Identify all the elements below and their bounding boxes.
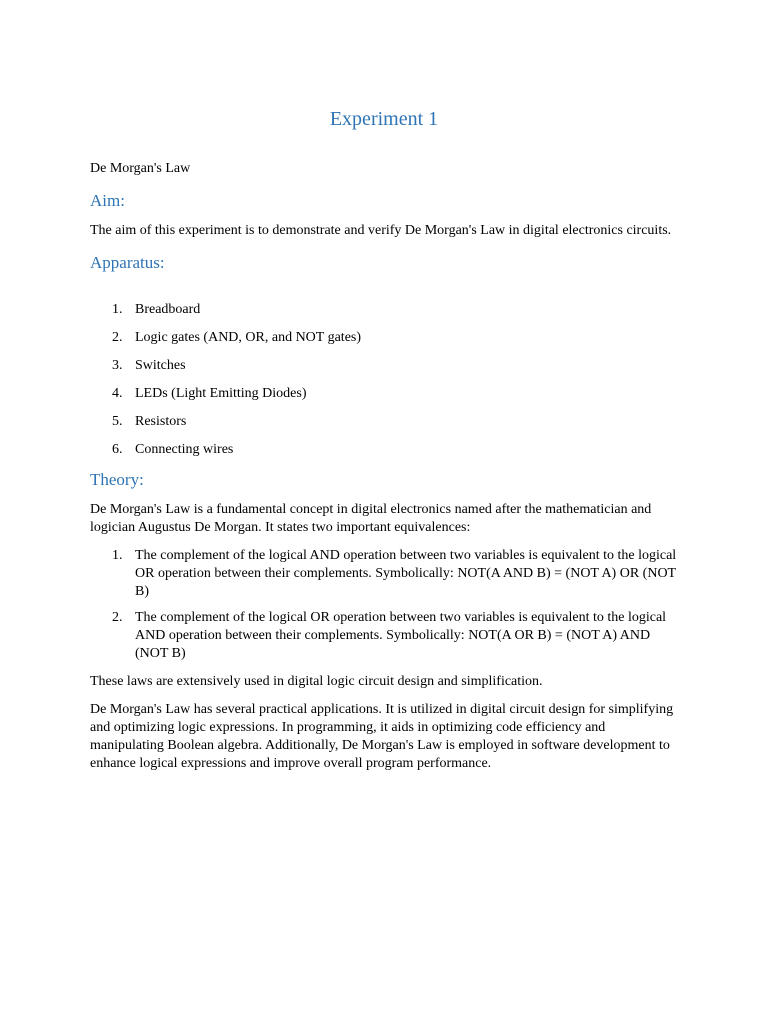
list-item-text: Resistors — [135, 414, 187, 429]
list-item-number: 1. — [112, 548, 123, 563]
list-item — [90, 385, 682, 413]
list-item-number: 5. — [112, 414, 123, 429]
list-item-text: The complement of the logical AND operation between two variables is equivalent to the logical OR operation between their complements. Symbolically: NOT(A AND B) = (NOT A) OR (NOT B) — [135, 548, 677, 599]
theory-heading: Theory: — [90, 470, 144, 489]
theory-intro: De Morgan's Law is a fundamental concept in digital electronics named after the mathematician and logician Augustus De Morgan. It states two important equivalences: — [90, 502, 652, 535]
list-item-text: Logic gates (AND, OR, and NOT gates) — [135, 330, 362, 345]
list-item-number: 4. — [112, 386, 123, 401]
list-item-number: 2. — [112, 610, 123, 625]
list-item-text: Breadboard — [135, 302, 201, 317]
aim-text: The aim of this experiment is to demonstrate and verify De Morgan's Law in digital electronics circuits. — [90, 223, 672, 238]
document-subtitle: De Morgan's Law — [90, 161, 191, 176]
list-item-number: 1. — [112, 302, 123, 317]
list-item — [90, 329, 682, 357]
apparatus-list — [90, 301, 682, 469]
list-item-number: 3. — [112, 358, 123, 373]
theory-usage: These laws are extensively used in digital logic circuit design and simplification. — [90, 674, 543, 689]
theory-applications: De Morgan's Law has several practical applications. It is utilized in digital circuit design for simplifying and optimizing logic expressions. In programming, it aids in optimizing code efficiency and manipulating Boolean algebra. Additionally, De Morgan's Law is employed in software development to enhance logical expressions and improve overall program performance. — [90, 702, 674, 771]
aim-heading: Aim: — [90, 191, 125, 210]
list-item — [90, 547, 682, 601]
list-item-text: Switches — [135, 358, 186, 373]
document-title: Experiment 1 — [329, 108, 439, 130]
theory-list — [90, 547, 682, 671]
list-item — [90, 357, 682, 385]
list-item-number: 6. — [112, 442, 123, 457]
list-item-text: Connecting wires — [135, 442, 234, 457]
list-item-number: 2. — [112, 330, 123, 345]
list-item — [90, 413, 682, 441]
list-item — [90, 609, 682, 663]
list-item — [90, 301, 682, 329]
list-item-text: LEDs (Light Emitting Diodes) — [135, 386, 307, 401]
apparatus-heading: Apparatus: — [90, 253, 165, 272]
list-item-text: The complement of the logical OR operation between two variables is equivalent to the logical AND operation between their complements. Symbolically: NOT(A OR B) = (NOT A) AND (NOT B) — [135, 610, 667, 661]
list-item — [90, 441, 682, 469]
